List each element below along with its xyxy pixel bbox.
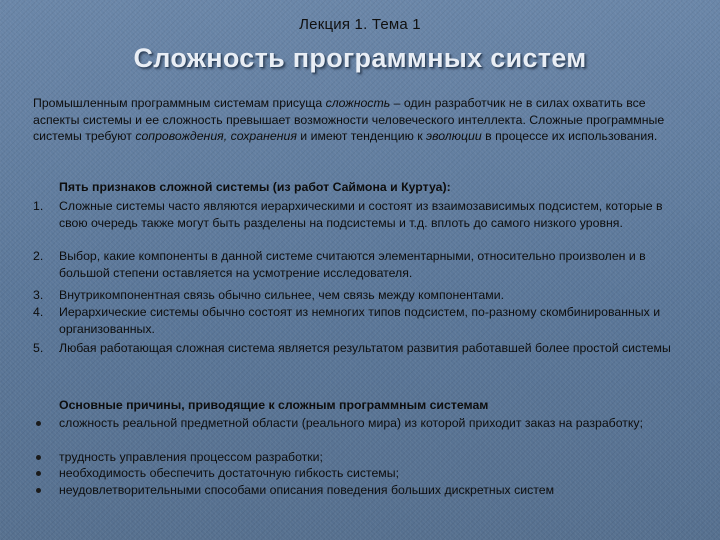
list-number: 5. — [33, 341, 44, 355]
bullet-icon — [36, 455, 41, 460]
list-number: 4. — [33, 305, 44, 319]
slide-title: Сложность программных систем — [133, 43, 587, 73]
list-text: неудовлетворительными способами описания поведения больших дискретных систем — [59, 483, 555, 497]
list-item — [33, 248, 693, 281]
signs-heading: Пять признаков сложной системы (из работ Саймона и Куртуа): — [59, 180, 451, 194]
intro-text-2: – один разработчик не в силах охватить все аспекты системы и ее сложность превышает возможности человеческого интеллекта. Сложные программные системы требуют — [33, 96, 665, 143]
list-text: Выбор, какие компоненты в данной системе считаются элементарными, относительно произволен и в большой степени оставляется на усмотрение исследователя. — [59, 249, 646, 280]
list-item — [33, 198, 693, 231]
list-number: 2. — [33, 249, 44, 263]
list-number: 3. — [33, 288, 44, 302]
intro-text-3: и имеют тенденцию к — [296, 129, 427, 143]
intro-text-1: Промышленным программным системам присуща — [33, 96, 326, 110]
causes-heading: Основные причины, приводящие к сложным программным системам — [59, 398, 489, 412]
list-item — [33, 449, 693, 466]
list-number: 1. — [33, 199, 44, 213]
list-item — [33, 287, 693, 304]
list-text: Сложные системы часто являются иерархическими и состоят из взаимозависимых подсистем, которые в свою очередь также могут быть разделены на подсистемы и т.д. вплоть до самого низкого уровня. — [59, 199, 663, 230]
bullet-icon — [36, 421, 41, 426]
list-text: трудность управления процессом разработки; — [59, 450, 323, 464]
intro-em-3: эволюции — [426, 129, 482, 143]
list-item — [33, 338, 693, 358]
list-text: сложность реальной предметной области (реального мира) из которой приходит заказ на разработку; — [59, 416, 643, 430]
list-item — [33, 465, 693, 482]
intro-text-4: в процессе их использования. — [481, 129, 658, 143]
list-text: Иерархические системы обычно состоят из немногих типов подсистем, по-разному скомбинированных и организованных. — [59, 305, 661, 336]
intro-em-1: сложность — [325, 96, 391, 110]
lecture-label: Лекция 1. Тема 1 — [299, 16, 421, 33]
list-item — [33, 482, 693, 499]
list-text: Любая работающая сложная система является результатом развития работавшей более простой системы — [59, 341, 671, 355]
bullet-icon — [36, 471, 41, 476]
list-item — [33, 415, 693, 432]
list-text: Внутрикомпонентная связь обычно сильнее, чем связь между компонентами. — [59, 288, 504, 302]
intro-em-2: сопровождения, сохранения — [135, 129, 297, 143]
bullet-icon — [36, 488, 41, 493]
list-item — [33, 304, 693, 337]
list-text: необходимость обеспечить достаточную гибкость системы; — [59, 466, 400, 480]
intro-paragraph — [33, 95, 693, 145]
